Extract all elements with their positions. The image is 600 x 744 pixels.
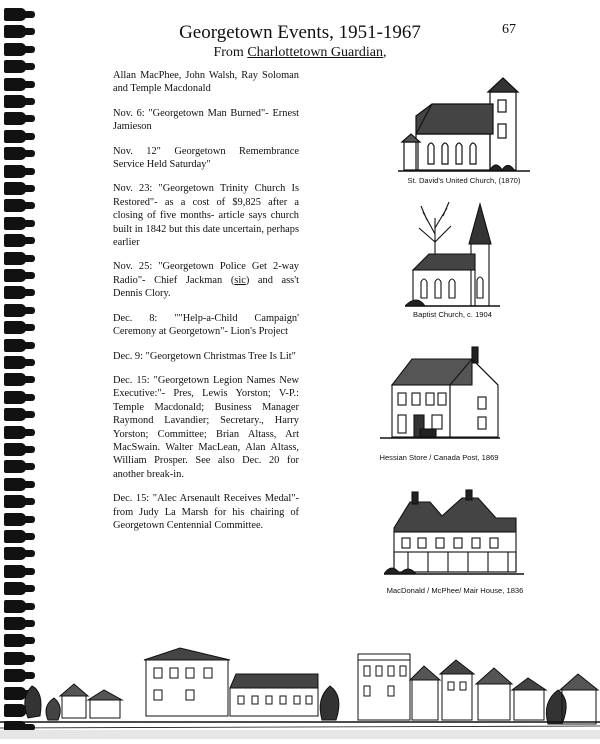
binding-coil <box>4 478 26 491</box>
hessian-store-figure <box>380 345 500 462</box>
binding-coil <box>4 165 26 178</box>
event-entry: Allan MacPhee, John Walsh, Ray Soloman and Temple Macdonald <box>113 70 299 95</box>
binding-coil <box>4 513 26 526</box>
event-entry <box>113 260 299 300</box>
binding-coil <box>4 582 26 595</box>
binding-coil <box>4 547 26 560</box>
page-title: Georgetown Events, 1951-1967 <box>179 22 421 43</box>
binding-coil <box>4 182 26 195</box>
source-name: Charlottetown Guardian <box>247 45 384 60</box>
binding-coil <box>4 443 26 456</box>
binding-coil <box>4 25 26 38</box>
spiral-binding <box>0 0 40 739</box>
binding-coil <box>4 565 26 578</box>
event-entry: Nov. 23: "Georgetown Trinity Church Is Restored"- as a cost of $9,825 after a closing of five months- article says church built in 1842 but this date uncertain, perhaps earlier <box>113 183 299 249</box>
event-entry: Nov. 12" Georgetown Remembrance Service Held Saturday" <box>113 145 299 171</box>
binding-coil <box>4 95 26 108</box>
illustration-caption: MacDonald / McPhee/ Mair House, 1836 <box>386 586 524 595</box>
binding-coil <box>4 78 26 91</box>
binding-coil <box>4 391 26 404</box>
event-text: Nov. 25: "Georgetown Police Get 2-way Radio"- Chief Jackman ( <box>113 261 299 286</box>
page-number: 67 <box>502 22 516 37</box>
store-drawing-icon <box>380 345 500 445</box>
illustration-caption: Hessian Store / Canada Post, 1869 <box>379 453 499 462</box>
source-suffix: , <box>383 45 387 60</box>
binding-coil <box>4 339 26 352</box>
binding-coil <box>4 408 26 421</box>
baptist-church-figure <box>405 198 500 319</box>
binding-coil <box>4 43 26 56</box>
source-prefix: From <box>213 45 248 60</box>
events-list <box>113 69 299 543</box>
binding-coil <box>4 112 26 125</box>
binding-coil <box>4 234 26 247</box>
binding-coil <box>4 426 26 439</box>
binding-coil <box>4 356 26 369</box>
house-drawing-icon <box>384 488 524 580</box>
binding-coil <box>4 530 26 543</box>
binding-coil <box>4 321 26 334</box>
binding-coil <box>4 199 26 212</box>
binding-coil <box>4 495 26 508</box>
town-skyline-drawing-icon <box>0 640 600 739</box>
town-panorama <box>0 640 600 739</box>
binding-coil <box>4 147 26 160</box>
event-entry: Dec. 15: "Georgetown Legion Names New Executive:"- Pres, Lewis Yorston; V-P.: Temple Macdonald; Business Manager Raymond Lavandier; Secretary., Harry Yorston; Committee; Brian Altass, Art MacSwain. Walter MacLean, Alan Altass, William Prosper. See also Dec. 20 for another break-in. <box>113 374 299 480</box>
illustration-caption: Baptist Church, c. 1904 <box>413 310 492 319</box>
event-entry: Dec. 8: ""Help-a-Child Campaign' Ceremony at Georgetown"- Lion's Project <box>113 312 299 338</box>
event-entry: Dec. 9: "Georgetown Christmas Tree Is Lit" <box>113 350 296 362</box>
binding-coil <box>4 60 26 73</box>
binding-coil <box>4 600 26 613</box>
binding-coil <box>4 304 26 317</box>
st-davids-church-figure <box>398 74 530 185</box>
macdonald-house-figure <box>384 488 524 595</box>
sic-note: sic <box>234 274 246 286</box>
church-drawing-icon <box>398 74 530 174</box>
binding-coil <box>4 269 26 282</box>
illustration-caption: St. David's United Church, (1870) <box>407 176 521 185</box>
binding-coil <box>4 373 26 386</box>
event-entry: Dec. 15: "Alec Arsenault Receives Medal"- from Judy La Marsh for his chairing of Georgetown Centennial Committee. <box>113 493 299 531</box>
binding-coil <box>4 130 26 143</box>
binding-coil <box>4 460 26 473</box>
page-subtitle <box>150 44 450 62</box>
binding-coil <box>4 252 26 265</box>
binding-coil <box>4 286 26 299</box>
event-text: ) and ass't Dennis Clory. <box>113 274 299 300</box>
church-drawing-icon <box>405 198 500 310</box>
binding-coil <box>4 617 26 630</box>
binding-coil <box>4 8 26 21</box>
event-entry: Nov. 6: "Georgetown Man Burned"- Ernest Jamieson <box>113 107 299 133</box>
binding-coil <box>4 217 26 230</box>
page-header <box>150 22 450 62</box>
